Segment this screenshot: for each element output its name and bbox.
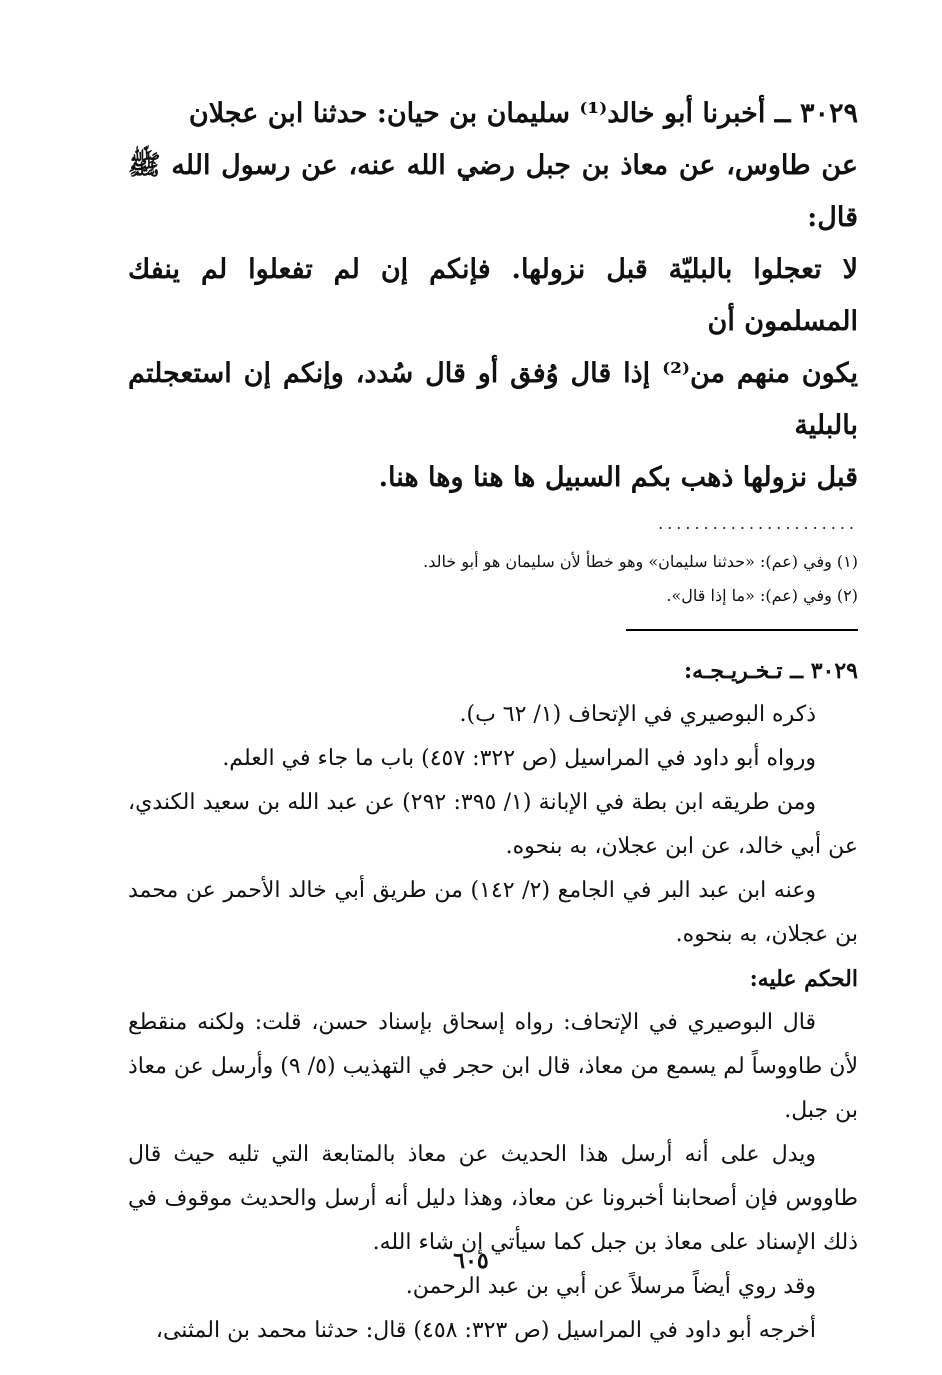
hadith-line: قبل نزولها ذهب بكم السبيل ها هنا وها هنا. [378, 462, 858, 493]
page-number: ٦٠٥ [453, 1248, 489, 1274]
footnote-separator: ...................... [658, 514, 858, 533]
takhrij-heading: ٣٠٢٩ ــ تـخـريـجـه: [684, 658, 858, 684]
section-divider [626, 629, 858, 631]
takhrij-paragraph: وعنه ابن عبد البر في الجامع (٢/ ١٤٢) من طريق أبي خالد الأحمر عن محمد بن عجلان، به بنحوه. [128, 878, 858, 947]
hukm-heading: الحكم عليه: [749, 966, 858, 992]
takhrij-paragraph: ومن طريقه ابن بطة في الإبانة (١/ ٣٩٥: ٢٩٢) عن عبد الله بن سعيد الكندي، عن أبي خالد، عن ابن عجلان، به بنحوه. [128, 790, 858, 859]
hukm-paragraph: أخرجه أبو داود في المراسيل (ص ٣٢٣: ٤٥٨) قال: حدثنا محمد بن المثنى، [155, 1318, 816, 1343]
takhrij-paragraph: ورواه أبو داود في المراسيل (ص ٣٢٢: ٤٥٧) باب ما جاء في العلم. [222, 746, 816, 771]
takhrij-paragraph: ذكره البوصيري في الإتحاف (١/ ٦٢ ب). [459, 702, 816, 727]
hadith-line: ٣٠٢٩ ــ أخبرنا أبو خالد⁽¹⁾ سليمان بن حيان: حدثنا ابن عجلان [188, 98, 858, 129]
hukm-paragraph: ويدل على أنه أرسل هذا الحديث عن معاذ بالمتابعة التي تليه حيث قال طاووس فإن أصحابنا أخبرونا عن معاذ، وهذا دليل أنه أرسل والحديث موقوف في ذلك الإسناد على معاذ بن جبل كما سيأتي إن شاء الله. [128, 1142, 858, 1255]
hukm-paragraph: وقد روي أيضاً مرسلاً عن أبي بن عبد الرحمن. [405, 1274, 816, 1299]
footnote-1: (١) وفي (عم): «حدثنا سليمان» وهو خطأ لأن سليمان هو أبو خالد. [423, 552, 858, 571]
page-body [128, 88, 858, 1353]
hadith-line: لا تعجلوا بالبليّة قبل نزولها. فإنكم إن لم تفعلوا لم ينفك المسلمون أن [128, 254, 858, 337]
footnotes [128, 545, 858, 613]
hadith-line: يكون منهم من⁽²⁾ إذا قال وُفق أو قال سُدد، وإنكم إن استعجلتم بالبلية [128, 358, 858, 441]
hadith-text [128, 88, 858, 504]
footnote-2: (٢) وفي (عم): «ما إذا قال». [666, 586, 858, 605]
hukm-paragraph: قال البوصيري في الإتحاف: رواه إسحاق بإسناد حسن، قلت: ولكنه منقطع لأن طاووساً لم يسمع من معاذ، قال ابن حجر في التهذيب (٥/ ٩) وأرسل عن معاذ بن جبل. [128, 1010, 858, 1123]
hadith-line: عن طاوس، عن معاذ بن جبل رضي الله عنه، عن رسول الله ﷺ قال: [128, 150, 858, 233]
